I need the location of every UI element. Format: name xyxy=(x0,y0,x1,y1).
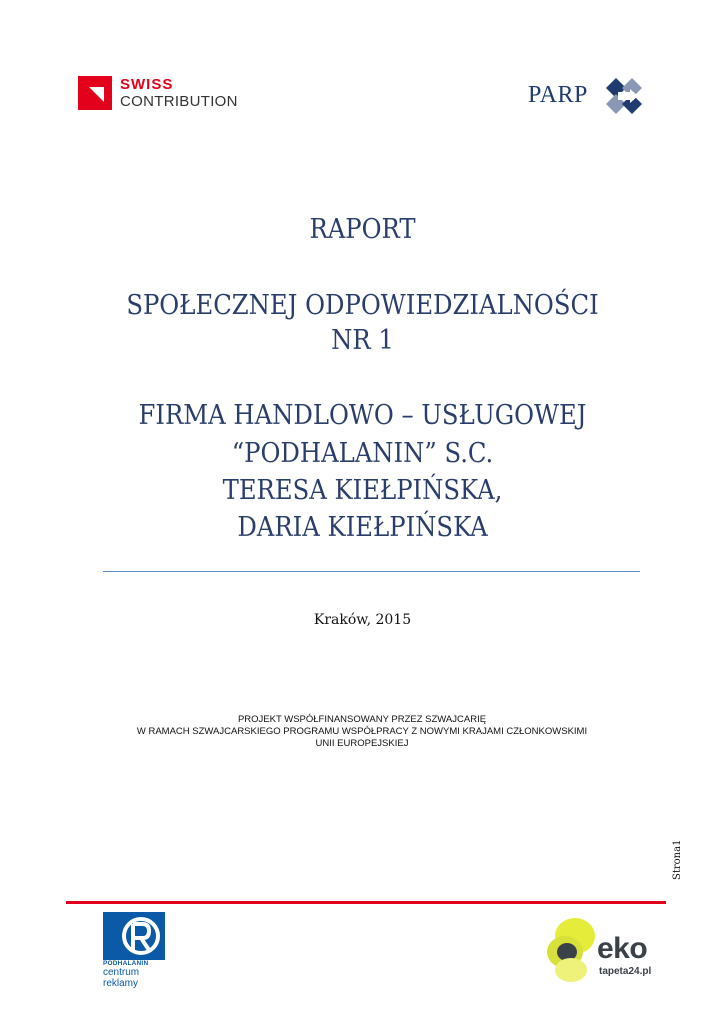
podhalanin-brand: PODHALANIN xyxy=(103,960,149,967)
eko-tapeta-logo xyxy=(545,912,665,992)
funding-line3: UNII EUROPEJSKIEJ xyxy=(315,738,409,749)
eko-leaf-icon xyxy=(545,912,601,988)
company-owner-line2: DARIA KIEŁPIŃSKA xyxy=(237,512,488,543)
swiss-logo-word2: CONTRIBUTION xyxy=(120,93,238,110)
funding-line2: W RAMACH SZWAJCARSKIEGO PROGRAMU WSPÓŁPRACY Z NOWYMI KRAJAMI CZŁONKOWSKIMI xyxy=(136,726,588,737)
eko-subtitle: tapeta24.pl xyxy=(599,966,652,977)
company-name-line1: FIRMA HANDLOWO – USŁUGOWEJ xyxy=(138,400,587,431)
report-title: RAPORT xyxy=(309,214,416,245)
title-divider xyxy=(103,571,640,572)
parp-logo xyxy=(528,76,648,116)
page-number-label xyxy=(672,836,686,880)
podhalanin-line2: reklamy xyxy=(103,978,139,989)
podhalanin-line1: centrum xyxy=(103,967,140,978)
swiss-contribution-logo xyxy=(78,76,258,112)
swiss-logo-word1: SWISS xyxy=(120,76,174,93)
company-owner-line1: TERESA KIEŁPIŃSKA, xyxy=(222,475,503,506)
footer-rule xyxy=(66,901,666,904)
parp-logo-text: PARP xyxy=(528,82,588,108)
report-subtitle-line1: SPOŁECZNEJ ODPOWIEDZIALNOŚCI xyxy=(126,290,599,321)
podhalanin-logo xyxy=(103,912,165,989)
podhalanin-emblem-icon xyxy=(103,912,165,960)
page-number-text: Strona1 xyxy=(672,839,683,880)
company-name-line2: “PODHALANIN” S.C. xyxy=(231,438,494,469)
eko-word: eko xyxy=(597,932,648,965)
parp-emblem-icon xyxy=(604,76,644,116)
funding-line1: PROJEKT WSPÓŁFINANSOWANY PRZEZ SZWAJCARIĘ xyxy=(237,714,487,725)
report-subtitle-line2: NR 1 xyxy=(331,325,394,356)
place-and-date: Kraków, 2015 xyxy=(313,612,412,628)
swiss-flag-icon xyxy=(78,76,112,110)
